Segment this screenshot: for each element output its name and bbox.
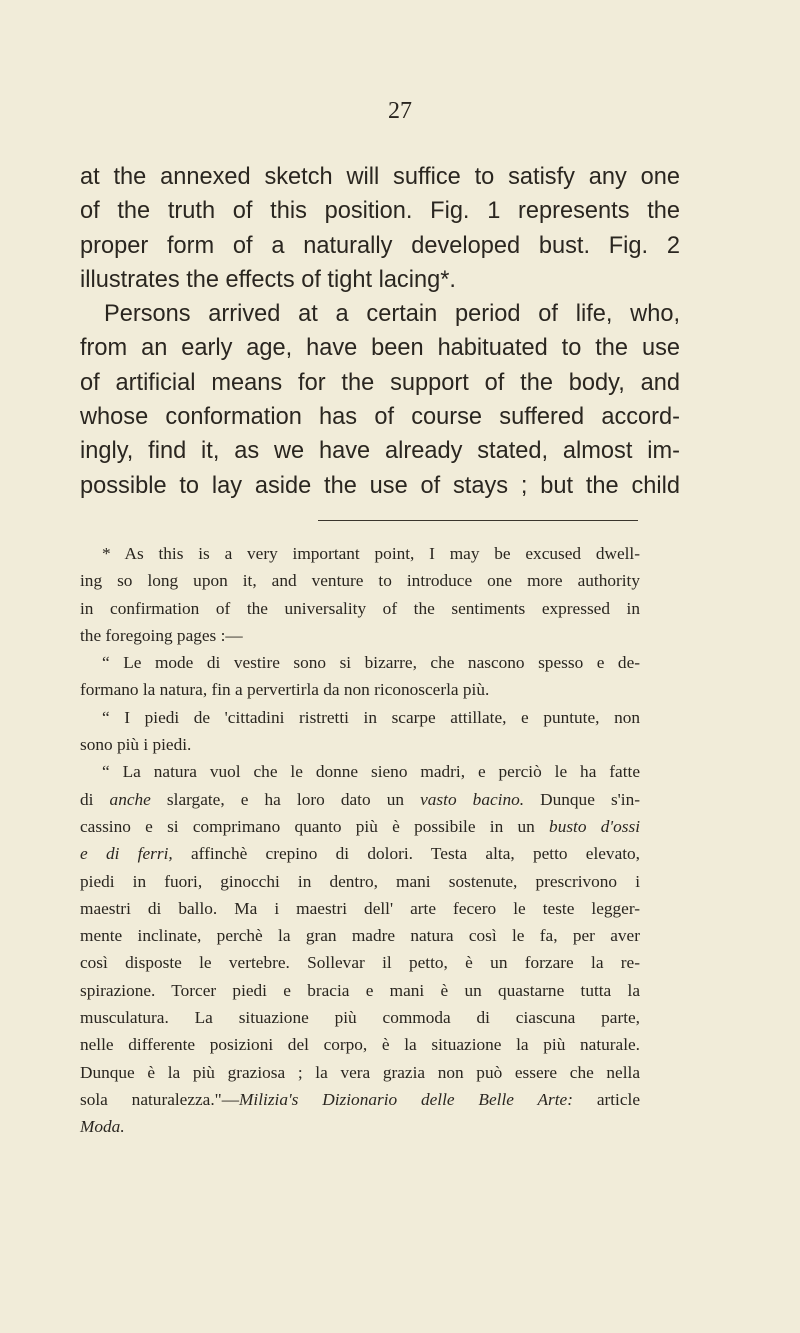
footnote-text: Dunque s'in- (524, 789, 640, 809)
citation-title: Milizia's Dizionario delle Belle Arte: (239, 1089, 573, 1109)
footnote-text: sola naturalezza."— (80, 1089, 240, 1109)
footnote-line: “ La natura vuol che le donne sieno madri, e perciò le ha fatte (102, 762, 640, 782)
footnote-line (80, 813, 640, 840)
citation-article: Moda. (80, 1117, 125, 1137)
footnote-line: “ Le mode di vestire sono si bizarre, che nascono spesso e de- (102, 653, 640, 673)
footnote-line: Dunque è la più graziosa ; la vera grazia non può essere che nella (80, 1062, 640, 1082)
body-line: proper form of a naturally developed bust. Fig. 2 (80, 232, 680, 259)
body-line: Persons arrived at a certain period of life, who, (104, 301, 680, 328)
footnote-line: piedi in fuori, ginocchi in dentro, mani sostenute, prescrivono i (80, 871, 640, 891)
footnote-text: article (572, 1089, 641, 1109)
footnote-italic: busto d'ossi (549, 816, 640, 836)
body-line: whose conformation has of course suffered accord- (80, 404, 680, 431)
footnote-italic: e di ferri, (80, 844, 173, 864)
footnote-line: formano la natura, fin a pervertirla da non riconoscerla più. (80, 680, 490, 700)
footnote-line: * As this is a very important point, I may be excused dwell- (102, 544, 640, 563)
footnote (80, 540, 640, 1141)
body-line: of artificial means for the support of the body, and (80, 369, 680, 396)
footnote-line (80, 1086, 640, 1113)
footnote-line: ing so long upon it, and venture to introduce one more authority (80, 571, 640, 591)
footnote-line: nelle differente posizioni del corpo, è la situazione la più naturale. (80, 1035, 640, 1055)
footnote-line: “ I piedi de 'cittadini ristretti in scarpe attillate, e puntute, non (102, 707, 640, 727)
footnote-line (80, 786, 640, 813)
footnote-text: cassino e si comprimano quanto più è possibile in un (80, 816, 550, 836)
footnote-text: affinchè crepino di dolori. Testa alta, petto elevato, (172, 844, 641, 864)
body-line: illustrates the effects of tight lacing*. (80, 266, 456, 293)
footnote-line (80, 840, 640, 867)
footnote-line: sono più i piedi. (80, 735, 192, 755)
footnote-line (80, 1113, 640, 1140)
body-line: possible to lay aside the use of stays ; but the child (80, 472, 680, 499)
body-line: of the truth of this position. Fig. 1 represents the (80, 198, 680, 225)
footnote-italic: vasto bacino. (420, 789, 525, 809)
body-line: from an early age, have been habituated to the use (80, 335, 680, 362)
body-line: at the annexed sketch will suffice to satisfy any one (80, 164, 680, 190)
footnote-text: di (80, 789, 110, 809)
page-number: 27 (388, 98, 412, 124)
footnote-italic: anche (109, 789, 151, 809)
footnote-line: mente inclinate, perchè la gran madre natura così le fa, per aver (80, 926, 640, 946)
footnote-line: spirazione. Torcer piedi e bracia e mani è un quastarne tutta la (80, 980, 640, 1000)
footnote-text: slargate, e ha loro dato un (150, 789, 421, 809)
main-text (80, 160, 680, 503)
footnote-line: maestri di ballo. Ma i maestri dell' arte fecero le teste legger- (80, 898, 640, 918)
footnote-divider (318, 520, 638, 521)
body-line: ingly, find it, as we have already stated, almost im- (80, 438, 680, 465)
footnote-line: the foregoing pages :— (80, 625, 243, 645)
footnote-line: musculatura. La situazione più commoda di ciascuna parte, (80, 1008, 640, 1028)
footnote-line: così disposte le vertebre. Sollevar il petto, è un forzare la re- (80, 953, 640, 973)
footnote-line: in confirmation of the universality of the sentiments expressed in (80, 598, 640, 618)
